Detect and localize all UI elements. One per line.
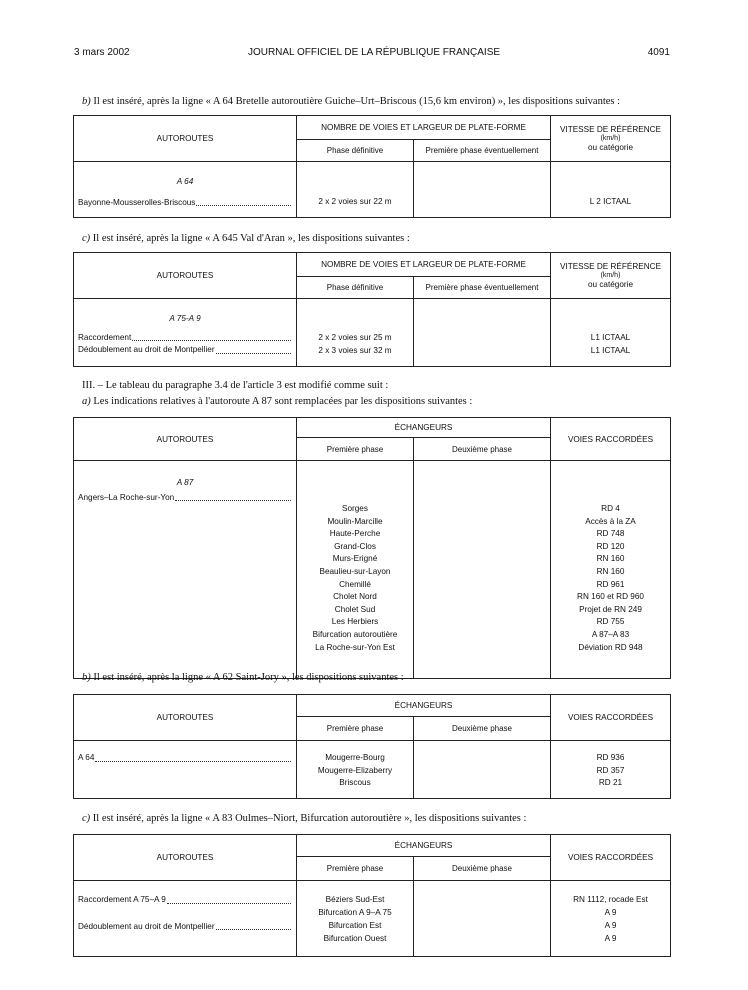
vitesse-label: VITESSE DE RÉFÉRENCE (559, 262, 661, 271)
echangeur-item: Cholet Sud (334, 604, 376, 614)
paragraph-text: Il est inséré, après la ligne « A 83 Oulmes–Niort, Bifurcation autoroutière », les dispositions suivantes : (92, 813, 527, 824)
col-header-nombre-voies: NOMBRE DE VOIES ET LARGEUR DE PLATE-FORME (297, 253, 551, 277)
premiere-cell (414, 162, 551, 218)
paragraph-letter: c) (82, 813, 91, 824)
echangeur-item: Sorges (342, 504, 368, 513)
echangeur-item: Béziers Sud-Est (325, 895, 385, 904)
voie-item: RN 1112, rocade Est (573, 895, 648, 904)
voies-cell (551, 881, 671, 957)
echangeurs-cell (297, 461, 414, 679)
table-a87-echangeurs (73, 417, 671, 679)
col-header-vitesse (551, 253, 671, 299)
row-name: Bayonne-Mousserolles-Briscous (78, 197, 292, 210)
col-header-echangeurs: ÉCHANGEURS (297, 695, 551, 717)
paragraph-text: Les indications relatives à l'autoroute A 87 sont remplacées par les dispositions suivantes : (93, 396, 473, 407)
autoroute-cell (74, 881, 297, 957)
deuxieme-phase-cell (414, 881, 551, 957)
echangeur-item: Bifurcation autoroutière (312, 629, 398, 639)
echangeur-item: Haute-Perche (329, 529, 381, 539)
voie-item: Projet de RN 249 (579, 604, 642, 614)
group-label: A 87 (176, 478, 194, 487)
vitesse-value: L1 ICTAAL (590, 345, 631, 355)
autoroute-cell (74, 461, 297, 679)
echangeur-item: Grand-Clos (334, 541, 376, 551)
paragraph-letter: b) (82, 96, 91, 107)
phase-value: 2 x 2 voies sur 25 m (318, 333, 392, 342)
autoroute-cell (74, 741, 297, 799)
autoroute-cell (74, 299, 297, 367)
col-header-premiere-phase: Première phase éventuellement (414, 140, 551, 162)
header-date: 3 mars 2002 (74, 47, 130, 58)
col-header-premiere-phase: Première phase (297, 717, 414, 741)
echangeur-item: Briscous (339, 778, 371, 788)
col-header-voies-raccordees: VOIES RACCORDÉES (551, 695, 671, 741)
phase-cell (297, 162, 414, 218)
vitesse-unit: (km/h) (600, 135, 621, 142)
voie-item: RD 748 (596, 529, 625, 539)
premiere-cell (414, 299, 551, 367)
col-header-deuxieme-phase: Deuxième phase (414, 857, 551, 881)
echangeurs-cell (297, 741, 414, 799)
paragraph-text: Il est inséré, après la ligne « A 64 Bretelle autoroutière Guiche–Urt–Briscous (15,6 km environ) », les dispositions suivantes : (93, 96, 621, 107)
voie-item: RD 4 (601, 504, 620, 513)
header-title: JOURNAL OFFICIEL DE LA RÉPUBLIQUE FRANÇAISE (247, 47, 501, 58)
paragraph-b-a64 (82, 96, 620, 107)
col-header-autoroutes: AUTOROUTES (74, 253, 297, 299)
paragraph-iii: III. – Le tableau du paragraphe 3.4 de l'article 3 est modifié comme suit : (82, 380, 389, 391)
col-header-autoroutes: AUTOROUTES (74, 418, 297, 461)
table-a75-a9-voies (73, 252, 671, 367)
col-header-deuxieme-phase: Deuxième phase (414, 438, 551, 461)
paragraph-text: Il est inséré, après la ligne « A 62 Saint-Jory », les dispositions suivantes : (93, 672, 404, 683)
row-name: A 64 (78, 752, 292, 765)
col-header-autoroutes: AUTOROUTES (74, 695, 297, 741)
autoroute-cell (74, 162, 297, 218)
echangeur-item: Mougerre-Bourg (325, 753, 385, 762)
col-header-echangeurs: ÉCHANGEURS (297, 418, 551, 438)
row-name: Raccordement A 75–A 9 (78, 894, 292, 907)
voie-item: Déviation RD 948 (578, 642, 643, 652)
phase-value: 2 x 2 voies sur 22 m (318, 197, 392, 206)
voie-item: A 87–A 83 (591, 629, 630, 639)
voie-item: RN 160 et RD 960 (577, 592, 644, 602)
paragraph-letter: b) (82, 672, 91, 683)
echangeur-item: Mougerre-Elizaberry (317, 765, 393, 775)
col-header-nombre-voies: NOMBRE DE VOIES ET LARGEUR DE PLATE-FORME (297, 116, 551, 140)
col-header-premiere-phase: Première phase (297, 438, 414, 461)
group-label: A 75-A 9 (169, 314, 201, 323)
table-a64-voies (73, 115, 671, 218)
voie-item: A 9 (604, 933, 617, 943)
echangeur-item: Moulin-Marcille (327, 516, 383, 526)
voie-item: RD 755 (596, 617, 625, 627)
voies-cell (551, 461, 671, 679)
echangeur-item: Chemillé (339, 579, 371, 589)
voie-item: Accès à la ZA (585, 516, 636, 526)
voie-item: RD 120 (596, 541, 625, 551)
paragraph-b-a62 (82, 672, 404, 683)
deuxieme-phase-cell (414, 461, 551, 679)
row-name: Dédoublement au droit de Montpellier (78, 921, 292, 934)
voies-cell (551, 741, 671, 799)
echangeur-item: Bifurcation A 9–A 75 (318, 907, 392, 917)
group-label: A 64 (176, 177, 194, 186)
echangeur-item: Beaulieu-sur-Layon (319, 566, 391, 576)
col-header-deuxieme-phase: Deuxième phase (414, 717, 551, 741)
col-header-phase-definitive: Phase définitive (297, 277, 414, 299)
row-name: Raccordement (78, 332, 292, 345)
vitesse-unit: (km/h) (600, 272, 621, 279)
vitesse-ou: ou catégorie (587, 143, 634, 152)
vitesse-cell (551, 299, 671, 367)
voie-item: RD 21 (598, 778, 623, 788)
col-header-autoroutes: AUTOROUTES (74, 116, 297, 162)
col-header-echangeurs: ÉCHANGEURS (297, 835, 551, 857)
echangeur-item: La Roche-sur-Yon Est (315, 642, 395, 652)
vitesse-cell (551, 162, 671, 218)
paragraph-c-a83 (82, 813, 526, 824)
echangeur-item: Les Herbiers (331, 617, 379, 627)
echangeur-item: Murs-Erigné (332, 554, 378, 564)
row-name: Angers–La Roche-sur-Yon (78, 492, 292, 505)
paragraph-letter: c) (82, 233, 91, 244)
col-header-voies-raccordees: VOIES RACCORDÉES (551, 418, 671, 461)
voie-item: A 9 (604, 907, 617, 917)
voie-item: RN 160 (596, 566, 625, 576)
echangeur-item: Cholet Nord (333, 592, 377, 602)
echangeur-item: Bifurcation Est (328, 921, 382, 931)
col-header-premiere-phase: Première phase éventuellement (414, 277, 551, 299)
paragraph-letter: a) (82, 396, 91, 407)
paragraph-c-a645 (82, 233, 410, 244)
phase-value: 2 x 3 voies sur 32 m (318, 345, 392, 355)
col-header-premiere-phase: Première phase (297, 857, 414, 881)
col-header-voies-raccordees: VOIES RACCORDÉES (551, 835, 671, 881)
deuxieme-phase-cell (414, 741, 551, 799)
paragraph-a-a87 (82, 396, 472, 407)
voie-item: RD 961 (596, 579, 625, 589)
vitesse-value: L1 ICTAAL (590, 333, 631, 342)
voie-item: RD 936 (596, 753, 625, 762)
echangeurs-cell (297, 881, 414, 957)
paragraph-text: Il est inséré, après la ligne « A 645 Val d'Aran », les dispositions suivantes : (92, 233, 410, 244)
vitesse-ou: ou catégorie (587, 280, 634, 289)
voie-item: A 9 (604, 921, 617, 931)
col-header-phase-definitive: Phase définitive (297, 140, 414, 162)
voie-item: RD 357 (596, 765, 625, 775)
row-name: Dédoublement au droit de Montpellier (78, 344, 292, 357)
vitesse-value: L 2 ICTAAL (589, 197, 632, 206)
table-a64-echangeurs (73, 694, 671, 799)
col-header-autoroutes: AUTOROUTES (74, 835, 297, 881)
phase-cell (297, 299, 414, 367)
vitesse-label: VITESSE DE RÉFÉRENCE (559, 125, 661, 134)
table-a75-a9-echangeurs (73, 834, 671, 957)
header-page-number: 4091 (647, 47, 670, 58)
voie-item: RN 160 (596, 554, 625, 564)
col-header-vitesse (551, 116, 671, 162)
echangeur-item: Bifurcation Ouest (323, 933, 387, 943)
